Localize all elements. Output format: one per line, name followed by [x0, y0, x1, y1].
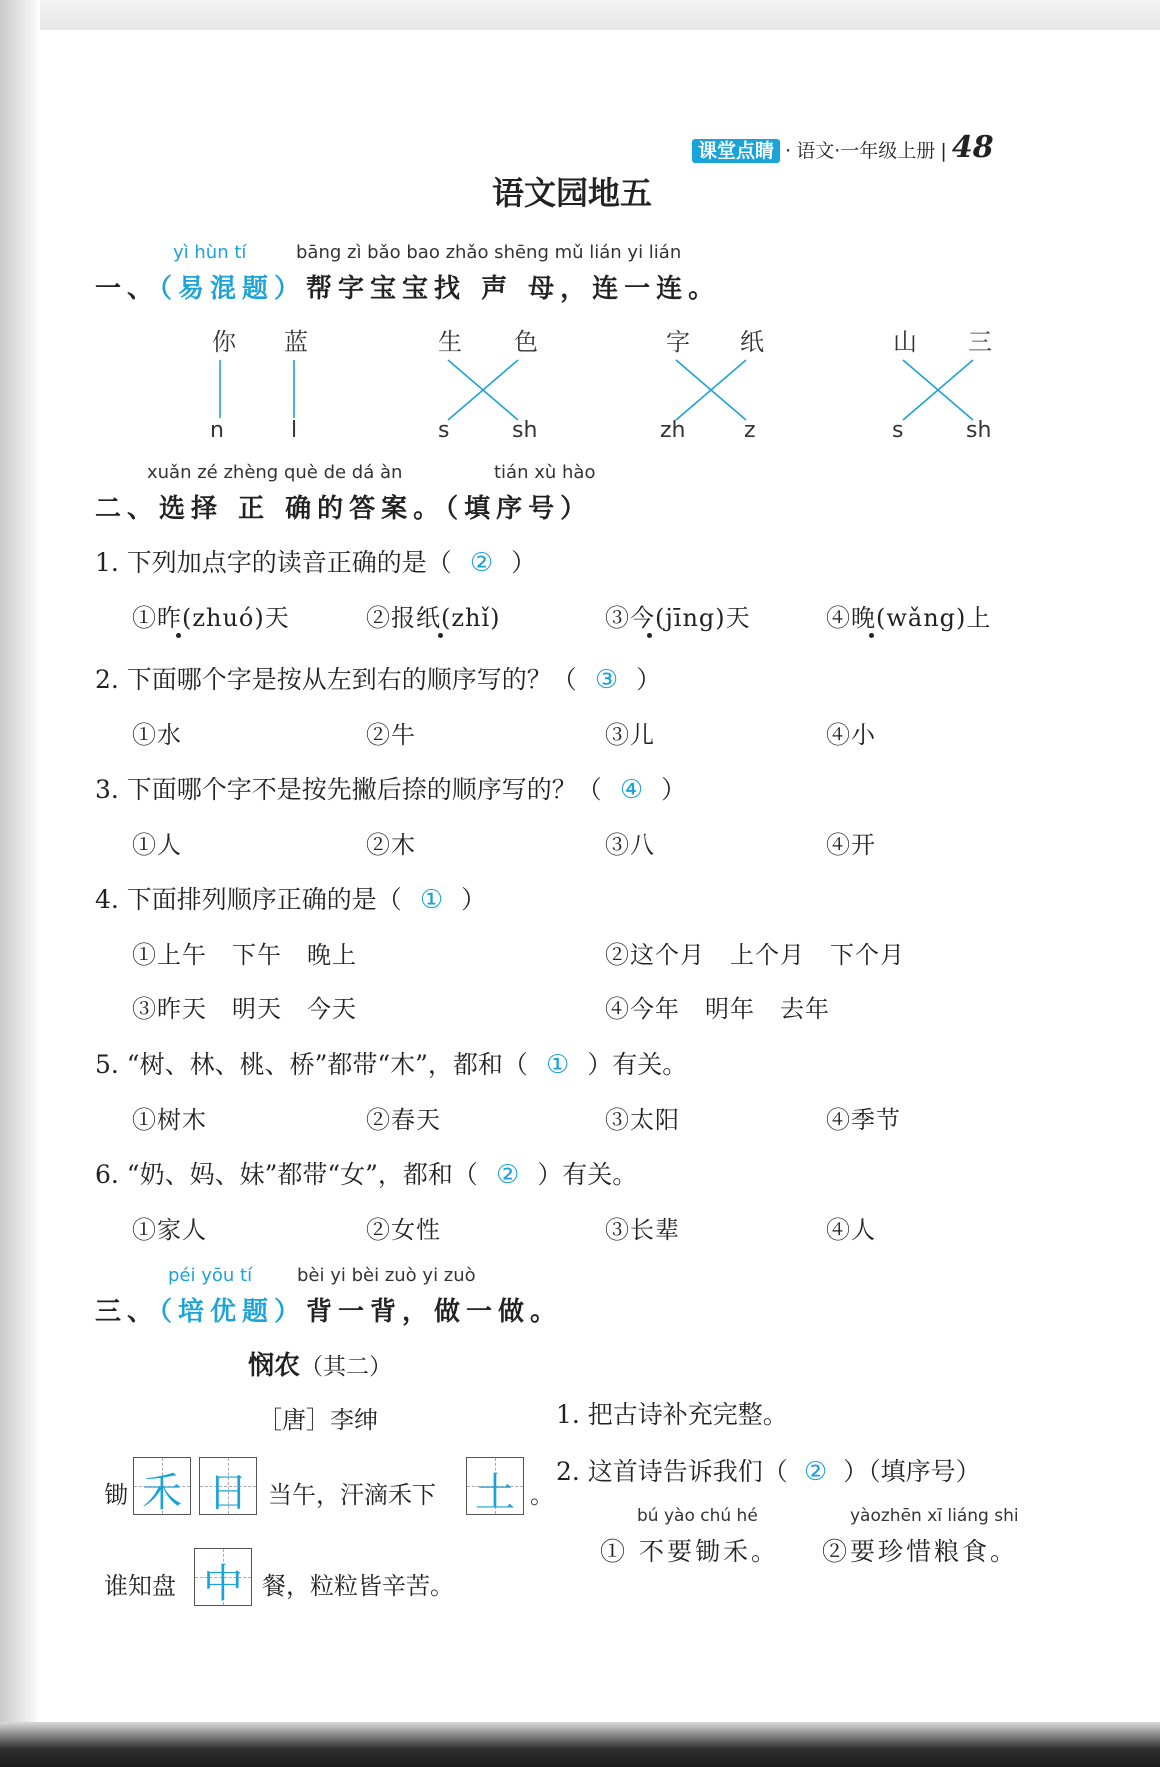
question-text: 2. 这首诗告诉我们（ [556, 1457, 788, 1486]
answer-6: ② [495, 1160, 520, 1190]
match-letter: l [291, 418, 298, 443]
question-2 [95, 660, 661, 696]
poem-title [248, 1345, 392, 1382]
s3-opt2-pinyin: yàozhēn xī liáng shi [850, 1506, 1019, 1526]
matching-lines [0, 0, 1160, 460]
header-dot: · [785, 140, 792, 162]
match-letter: zh [660, 418, 686, 443]
option: ③长辈 [605, 1216, 680, 1244]
option: ④季节 [826, 1106, 901, 1134]
option: ③今(jīng)天 [605, 604, 751, 632]
option: ①家人 [132, 1216, 207, 1244]
s1-tag: （易混题） [159, 274, 307, 304]
s3-q1: 1. 把古诗补充完整。 [556, 1400, 788, 1429]
s3-pinyin: bèi yi bèi zuò yi zuò [297, 1265, 476, 1286]
question-text: 2. 下面哪个字是按从左到右的顺序写的？（ [95, 665, 577, 694]
question-close: ） [661, 775, 687, 804]
match-letter: sh [512, 418, 538, 443]
s3-q2-answer: ② [803, 1457, 828, 1487]
match-letter: sh [966, 418, 992, 443]
answer-box [199, 1457, 257, 1515]
option: ①人 [132, 831, 182, 859]
match-char: 蓝 [284, 328, 308, 356]
match-char: 色 [514, 328, 538, 356]
poem-line1-post: 。 [530, 1481, 554, 1509]
s2-pinyin-b: tián xù hào [494, 462, 596, 483]
emphasis-dot [438, 633, 443, 638]
question-text: 6. “奶、妈、妹”都带“女”，都和（ [95, 1160, 478, 1189]
emphasis-dot [647, 633, 652, 638]
s2-heading [95, 488, 592, 525]
page-frame-bottom [0, 1722, 1160, 1767]
match-char: 生 [438, 328, 462, 356]
s3-q2 [556, 1452, 981, 1488]
answer-1: ② [469, 548, 494, 578]
match-letter: n [210, 418, 224, 443]
option: ②女性 [366, 1216, 441, 1244]
s3-tag-pinyin: péi yōu tí [168, 1265, 253, 1286]
header-subject: 语文·一年级上册 [796, 140, 936, 162]
option: ②牛 [366, 721, 416, 749]
question-6 [95, 1155, 637, 1191]
option: ③儿 [605, 721, 655, 749]
match-letter: s [892, 418, 904, 443]
filled-char: 中 [203, 1561, 243, 1607]
emphasis-dot [176, 633, 181, 638]
option: ④晚(wǎng)上 [826, 604, 992, 632]
match-letter: z [744, 418, 756, 443]
header-separator: | [940, 140, 947, 162]
option: ①树木 [132, 1106, 207, 1134]
question-close: ）有关。 [537, 1160, 638, 1189]
poem-title-main: 悯农 [248, 1351, 301, 1381]
option: ④开 [826, 831, 876, 859]
s1-tag-pinyin: yì hùn tí [173, 242, 247, 263]
option: ③昨天 明天 今天 [132, 995, 357, 1023]
match-char: 你 [212, 328, 236, 356]
answer-4: ① [419, 885, 444, 915]
s3-option-1: ① 不要锄禾。 [600, 1537, 779, 1566]
s1-number: 一、 [95, 274, 160, 304]
match-char: 山 [893, 328, 917, 356]
s3-option-2: ②要珍惜粮食。 [822, 1537, 1019, 1566]
option: ①水 [132, 721, 182, 749]
option: ③八 [605, 831, 655, 859]
option: ③太阳 [605, 1106, 680, 1134]
answer-3: ④ [619, 775, 644, 805]
page-title: 语文园地五 [492, 174, 653, 212]
s3-tag: （培优题） [159, 1297, 307, 1327]
filled-char: 日 [208, 1470, 248, 1516]
question-5 [95, 1045, 687, 1081]
s3-text: 背一背，做一做。 [306, 1297, 563, 1327]
match-letter: s [438, 418, 450, 443]
s3-number: 三、 [95, 1297, 160, 1327]
option: ④小 [826, 721, 876, 749]
poem-line2-pre: 谁知盘 [104, 1572, 176, 1600]
match-char: 纸 [740, 328, 764, 356]
match-char: 三 [968, 328, 992, 356]
poem-author: ［唐］李绅 [258, 1406, 378, 1434]
s3-heading [95, 1291, 562, 1328]
poem-title-sub: （其二） [300, 1354, 393, 1380]
answer-5: ① [545, 1050, 570, 1080]
poem-line2-post: 餐，粒粒皆辛苦。 [262, 1572, 454, 1600]
question-close: ）有关。 [587, 1050, 688, 1079]
question-text: 1. 下列加点字的读音正确的是（ [95, 548, 452, 577]
option: ②木 [366, 831, 416, 859]
poem-line1-mid: 当午，汗滴禾下 [268, 1481, 436, 1509]
answer-2: ③ [594, 665, 619, 695]
s3-opt1-pinyin: bú yào chú hé [637, 1506, 758, 1526]
question-close: ） [636, 665, 662, 694]
filled-char: 土 [475, 1470, 515, 1516]
s2-text: 选择 正 确的答案。（填序号） [159, 494, 593, 524]
question-4 [95, 880, 486, 916]
page-number: 48 [951, 130, 994, 165]
option: ②这个月 上个月 下个月 [605, 941, 905, 969]
match-char: 字 [666, 328, 690, 356]
s2-number: 二、 [95, 494, 160, 524]
question-3 [95, 770, 686, 806]
question-close: ）（填序号） [843, 1457, 981, 1486]
answer-box [133, 1457, 191, 1515]
filled-char: 禾 [142, 1470, 182, 1516]
answer-box [194, 1548, 252, 1606]
question-text: 3. 下面哪个字不是按先撇后捺的顺序写的？（ [95, 775, 602, 804]
s1-pinyin: bāng zì bǎo bao zhǎo shēng mǔ lián yi lián [296, 242, 682, 263]
option: ①上午 下午 晚上 [132, 941, 357, 969]
emphasis-dot [869, 633, 874, 638]
header-badge: 课堂点睛 [692, 139, 780, 163]
option: ②春天 [366, 1106, 441, 1134]
question-1 [95, 543, 536, 579]
s1-text: 帮字宝宝找 声 母，连一连。 [306, 274, 721, 304]
poem-line1-pre: 锄 [104, 1481, 128, 1509]
s2-pinyin: xuǎn zé zhèng què de dá àn [147, 462, 403, 483]
option: ④今年 明年 去年 [605, 995, 830, 1023]
question-text: 5. “树、林、桃、桥”都带“木”，都和（ [95, 1050, 528, 1079]
answer-box [466, 1457, 524, 1515]
question-text: 4. 下面排列顺序正确的是（ [95, 885, 402, 914]
option: ①昨(zhuó)天 [132, 604, 290, 632]
option: ④人 [826, 1216, 876, 1244]
question-close: ） [511, 548, 537, 577]
option: ②报纸(zhǐ) [366, 604, 501, 632]
question-close: ） [461, 885, 487, 914]
